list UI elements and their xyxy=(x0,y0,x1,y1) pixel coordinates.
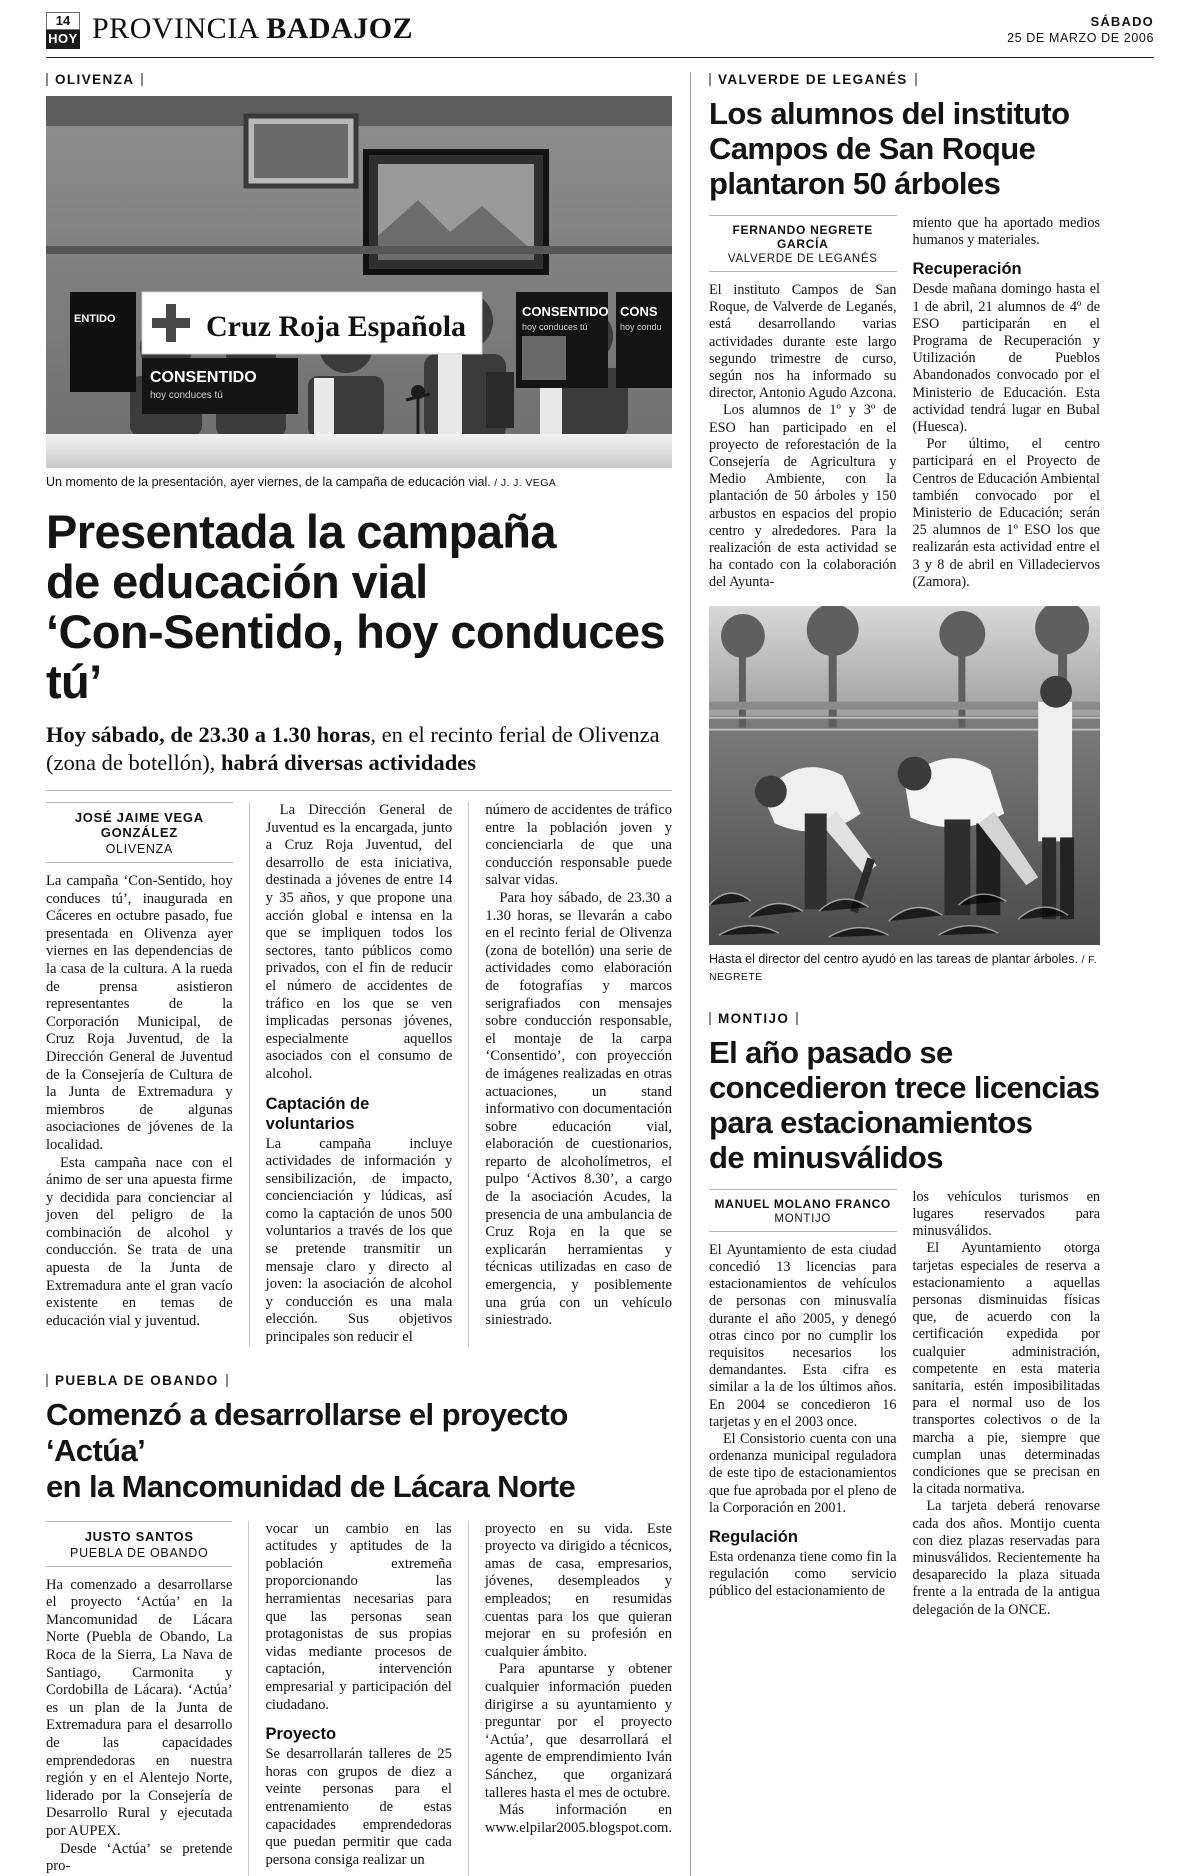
obando-col-3 xyxy=(468,1521,672,1876)
valverde-col-2 xyxy=(913,215,1101,592)
byline-obando xyxy=(46,1521,232,1567)
body-valverde xyxy=(709,215,1100,592)
kicker-montijo xyxy=(709,1011,1100,1026)
paragraph: miento que ha aportado medios humanos y materiales. xyxy=(912,215,1100,249)
article-montijo xyxy=(709,1011,1100,1619)
kicker-bar-left xyxy=(46,1374,48,1387)
paragraph: Ha comenzado a desarrollarse el proyecto ‘Actúa’ en la Mancomunidad de Lácara Norte (Puebla de Obando, La Roca de la Sierra, La Nava de Santiago, Carmonita y Cordobilla de Lácara). ‘Actúa’ es un plan de la Junta de Extremadura para el desarrollo de las capacidades emprendedoras en nuestra región y en el Alentejo Norte, liderado por la Consejería de Desarrollo Rural y ejecutada por AUPEX. xyxy=(46,1576,233,1839)
deck-rule xyxy=(46,790,672,791)
kicker-olivenza-label: OLIVENZA xyxy=(55,72,135,87)
deck-bold-2: habrá diversas actividades xyxy=(220,750,476,775)
headline-valverde xyxy=(709,96,1100,201)
svg-text:CONSENTIDO: CONSENTIDO xyxy=(522,304,609,319)
svg-text:CONSENTIDO: CONSENTIDO xyxy=(150,369,257,386)
montijo-col-2 xyxy=(913,1189,1101,1619)
byline-montijo xyxy=(709,1189,897,1232)
paragraph: vocar un cambio en las actitudes y aptitudes de la población extremeña proporcionando las herramientas necesarias para que las personas sean protagonistas de sus propias vidas mediante procesos de captación, intervención empresarial y participación del ciudadano. xyxy=(265,1520,452,1713)
photo-credit: / F. NEGRETE xyxy=(709,953,1098,983)
brand-logo: HOY xyxy=(46,30,80,49)
photo-caption-valverde xyxy=(709,951,1100,985)
paragraph: El instituto Campos de San Roque, de Valverde de Leganés, está desarrollando varias actividades durante este largo segundo trimestre de curso, según nos ha informado su director, Antonio Agudo Azcona. xyxy=(709,282,897,402)
photo-caption-olivenza xyxy=(46,474,672,491)
deck-bold-1: Hoy sábado, de 23.30 a 1.30 horas xyxy=(46,722,371,747)
page-flag xyxy=(46,12,80,49)
subheading-captacion: Captación de voluntarios xyxy=(265,1094,370,1133)
masthead-date xyxy=(1007,12,1154,45)
section-title-bold: BADAJOZ xyxy=(266,12,414,45)
byline-name: JOSÉ JAIME VEGA GONZÁLEZ xyxy=(74,810,204,840)
paragraph: los vehículos turismos en lugares reservados para minusválidos. xyxy=(912,1188,1100,1240)
svg-text:hoy conduces tú: hoy conduces tú xyxy=(150,390,223,401)
masthead xyxy=(46,0,1154,49)
kicker-montijo-label: MONTIJO xyxy=(718,1010,790,1026)
headline-line-1: Los alumnos del instituto xyxy=(709,96,1070,131)
headline-olivenza xyxy=(46,507,672,707)
body-olivenza xyxy=(46,802,672,1347)
headline-line-3: para estacionamientos xyxy=(709,1104,1033,1140)
masthead-rule xyxy=(46,57,1154,58)
paragraph: Por último, el centro participará en el Proyecto de Centros de Educación Ambiental también convocado por el Ministerio de Educación; serán 25 alumnos de 1º ESO los que realizarán esta actividad entre el 3 y 8 de abril en Villadeciervos (Zamora). xyxy=(912,436,1100,590)
page-number: 14 xyxy=(46,12,80,30)
paragraph: Esta campaña nace con el ánimo de ser una apuesta firme y decidida para concienciar al joven del peligro de la combinación de alcohol y conducción. Se trata de una apuesta de la Junta de Extremadura ante el gran vacío existente en temas de educación vial y juventud. xyxy=(46,1154,233,1329)
paragraph: Para apuntarse y obtener cualquier información pueden dirigirse a su ayuntamiento y preguntar por el proyecto ‘Actúa’, que desarrollará el agente de emprendimiento Iván Sánchez, que organizará talleres hasta el mes de octubre. xyxy=(484,1661,672,1801)
olivenza-col-2 xyxy=(249,802,453,1347)
paragraph: Los alumnos de 1º y 3º de ESO han participado en el proyecto de reforestación de la Consejería de Agricultura y Medio Ambiente, con la plantación de 50 árboles y 150 arbustos en espacios del propio centro y alrededores. Para la realización de esta actividad se ha contado con la colaboración del Ayunta- xyxy=(709,402,897,591)
kicker-olivenza xyxy=(46,72,672,87)
byline-place: MONTIJO xyxy=(774,1212,832,1225)
obando-col-1 xyxy=(46,1521,232,1876)
paragraph: Desde ‘Actúa’ se pretende pro- xyxy=(46,1840,233,1875)
column-gutter xyxy=(672,72,690,1876)
kicker-bar-right xyxy=(796,1012,798,1025)
kicker-bar-left xyxy=(46,73,48,86)
headline-line-3: plantaron 50 árboles xyxy=(709,166,1001,201)
paragraph: número de accidentes de tráfico entre la población joven y concienciarla de que una conducción responsable puede salvar vidas. xyxy=(485,802,673,889)
headline-line-2: de educación vial xyxy=(46,555,428,608)
article-valverde xyxy=(709,72,1100,985)
svg-text:CONS: CONS xyxy=(620,304,658,319)
headline-line-4: de minusválidos xyxy=(709,1139,943,1175)
olivenza-col-3 xyxy=(468,802,672,1347)
obando-col-2 xyxy=(248,1521,451,1876)
right-column xyxy=(690,72,1100,1876)
paragraph: Para hoy sábado, de 23.30 a 1.30 horas, se llevarán a cabo en el recinto ferial de Olivenza (zona de botellón) una serie de actividades como elaboración de fotografías y marcos serigrafiados con mensajes sobre conducción responsable, el montaje de la carpa ‘Consentido’, con proyección de imágenes realizadas en otras actuaciones, un stand informativo con documentación sobre educación vial, elaboración de cuestionarios, reparto de alcoholímetros, el pulpo ‘Activos 8.30’, a cargo de la asociación Acudes, la presencia de una ambulancia de Cruz Roja en la que se explicarán herramientas y técnicas utilizadas en caso de emergencia, y posiblemente una grúa con un vehículo siniestrado. xyxy=(485,889,673,1329)
byline-place: PUEBLA DE OBANDO xyxy=(70,1545,209,1560)
headline-obando xyxy=(46,1397,672,1505)
paragraph: La tarjeta deberá renovarse cada dos años. Montijo cuenta con diez plazas reservadas para minusválidos. Recientemente ha desaparecido la plaza situada frente a la entrada de la antigua delegación de la ONCE. xyxy=(912,1498,1100,1618)
svg-text:hoy conduces tú: hoy conduces tú xyxy=(522,322,588,332)
deck-olivenza xyxy=(46,721,672,777)
byline-name: JUSTO SANTOS xyxy=(84,1528,194,1544)
photo-campaign-presentation xyxy=(46,96,672,468)
paragraph: La Dirección General de Juventud es la encargada, junto a Cruz Roja Juventud, del desarrollo de esta iniciativa, destinada a jóvenes de entre 14 y 35 años, y que propone una acción global e intensa en la que se impliquen todos los sectores, tanto públicos como privados, con el fin de reducir el número de accidentes de tráfico en los que se ven implicadas personas jóvenes, especialmente aquellos asociados con el consumo de alcohol. xyxy=(265,802,453,1082)
byline-name: FERNANDO NEGRETE GARCÍA xyxy=(732,223,874,251)
left-column xyxy=(46,72,672,1876)
paragraph: Desde mañana domingo hasta el 1 de abril, 21 alumnos de 4º de ESO participarán en el Programa de Recuperación y Utilización de Pueblos Abandonados convocado por el Ministerio de Educación. Esta actividad tendrá lugar en Bubal (Huesca). xyxy=(912,281,1100,436)
headline-line-2: concedieron trece licencias xyxy=(709,1069,1100,1105)
svg-text:ENTIDO: ENTIDO xyxy=(74,313,116,325)
byline-name: MANUEL MOLANO FRANCO xyxy=(714,1196,891,1211)
paragraph: Se desarrollarán talleres de 25 horas con grupos de diez a veinte personas para el entrenamiento de estas capacidades emprendedoras que puedan permitir que cada persona consiga realizar un xyxy=(265,1746,452,1868)
date-label: 25 DE MARZO DE 2006 xyxy=(1007,31,1154,45)
montijo-col-1 xyxy=(709,1189,897,1619)
article-olivenza xyxy=(46,72,672,1347)
subheading-regulacion: Regulación xyxy=(709,1528,798,1547)
headline-line-2: en la Mancomunidad de Lácara Norte xyxy=(46,1468,576,1504)
section-title-thin: PROVINCIA xyxy=(92,12,267,45)
kicker-bar-right xyxy=(915,73,917,86)
olivenza-col-1 xyxy=(46,802,233,1347)
content-grid xyxy=(46,72,1154,1876)
headline-line-1: El año pasado se xyxy=(709,1034,953,1070)
body-obando xyxy=(46,1521,672,1876)
masthead-left xyxy=(46,12,413,49)
headline-line-2: Campos de San Roque xyxy=(709,131,1036,166)
paragraph: La campaña ‘Con-Sentido, hoy conduces tú’, inaugurada en Cáceres en octubre pasado, fue presentada en Olivenza ayer viernes en las dependencias de la casa de la cultura. A la rueda de prensa asistieron representantes de la Corporación Municipal, de Cruz Roja Juventud, de la Dirección General de Juventud de la Consejería de Cultura de la Junta de Extremadura y miembros de algunas asociaciones de jóvenes de la localidad. xyxy=(46,873,233,1153)
headline-line-1: Comenzó a desarrollarse el proyecto ‘Actúa’ xyxy=(46,1396,568,1468)
byline-place: OLIVENZA xyxy=(105,842,174,856)
kicker-bar-right xyxy=(141,73,143,86)
photo-tree-planting xyxy=(709,606,1100,945)
headline-line-3: ‘Con-Sentido, hoy conduces tú’ xyxy=(46,605,665,708)
paragraph: proyecto en su vida. Este proyecto va dirigido a técnicos, amas de casa, empresarios, jóvenes, desempleados y empleados; en resumidas cuentas para los que quieran mejorar en su profesión en cualquier ámbito. xyxy=(484,1520,672,1660)
paragraph: El Ayuntamiento de esta ciudad concedió 13 licencias para estacionamientos de vehículos de personas con minusvalía durante el año 2005, y denegó otras cinco por no cumplir los requisitos necesarios los demandantes. Esta cifra es similar a la de los últimos años. En 2004 se concedieron 16 tarjetas y en el 2003 once. xyxy=(709,1241,897,1430)
svg-text:hoy condu: hoy condu xyxy=(620,322,662,332)
subheading-proyecto: Proyecto xyxy=(265,1725,337,1744)
paragraph: Esta ordenanza tiene como fin la regulación como servicio público del estacionamiento de xyxy=(709,1549,897,1600)
section-title xyxy=(92,13,413,48)
paragraph: Más información en www.elpilar2005.blogspot.com. xyxy=(484,1802,672,1836)
weekday-label: SÁBADO xyxy=(1090,14,1154,29)
kicker-valverde-label: VALVERDE DE LEGANÉS xyxy=(718,72,908,87)
headline-line-1: Presentada la campaña xyxy=(46,505,556,558)
kicker-obando xyxy=(46,1373,672,1388)
article-obando xyxy=(46,1373,672,1876)
deck-plain-1: , en el recinto ferial de Olivenza (zona de botellón), xyxy=(46,722,660,775)
photo-credit: / J. J. VEGA xyxy=(494,477,557,489)
body-montijo xyxy=(709,1189,1100,1619)
kicker-obando-label: PUEBLA DE OBANDO xyxy=(55,1372,219,1388)
subheading-recuperacion: Recuperación xyxy=(912,260,1022,279)
byline-valverde xyxy=(709,215,897,272)
valverde-col-1 xyxy=(709,215,897,592)
svg-text:Cruz Roja Española: Cruz Roja Española xyxy=(206,310,467,343)
byline-place: VALVERDE DE LEGANÉS xyxy=(727,253,878,265)
kicker-valverde xyxy=(709,72,1100,87)
photo-caption-text: Hasta el director del centro ayudó en las tareas de plantar árboles. xyxy=(709,951,1078,966)
headline-montijo xyxy=(709,1035,1100,1175)
byline-olivenza xyxy=(46,802,233,863)
kicker-bar-left xyxy=(709,1012,711,1025)
paragraph: El Consistorio cuenta con una ordenanza municipal reguladora de este tipo de estacionamientos que fue aprobada por el pleno de la Corporación en 2001. xyxy=(709,1431,897,1516)
paragraph: La campaña incluye actividades de información y sensibilización, de impacto, concienciación y lúdicas, así como la captación de unos 500 voluntarios a través de los que se pretende transmitir un mensaje claro y directo al joven: la asociación de alcohol y conducción es una mala elección. Sus objetivos principales son reducir el xyxy=(265,1135,453,1346)
paragraph: El Ayuntamiento otorga tarjetas especiales de reserva a estacionamiento a aquellas personas disminuidas físicas que, de acuerdo con la certificación expedida por cualquier administración, competente en esta materia sanitaria, estén imposibilitadas para el normal uso de los transportes colectivos o de la marcha a pie, siempre que cumplan unas determinadas condiciones que se precisan en la citada normativa. xyxy=(912,1240,1100,1498)
kicker-bar-right xyxy=(226,1374,228,1387)
photo-caption-text: Un momento de la presentación, ayer viernes, de la campaña de educación vial. xyxy=(46,475,491,489)
kicker-bar-left xyxy=(709,73,711,86)
